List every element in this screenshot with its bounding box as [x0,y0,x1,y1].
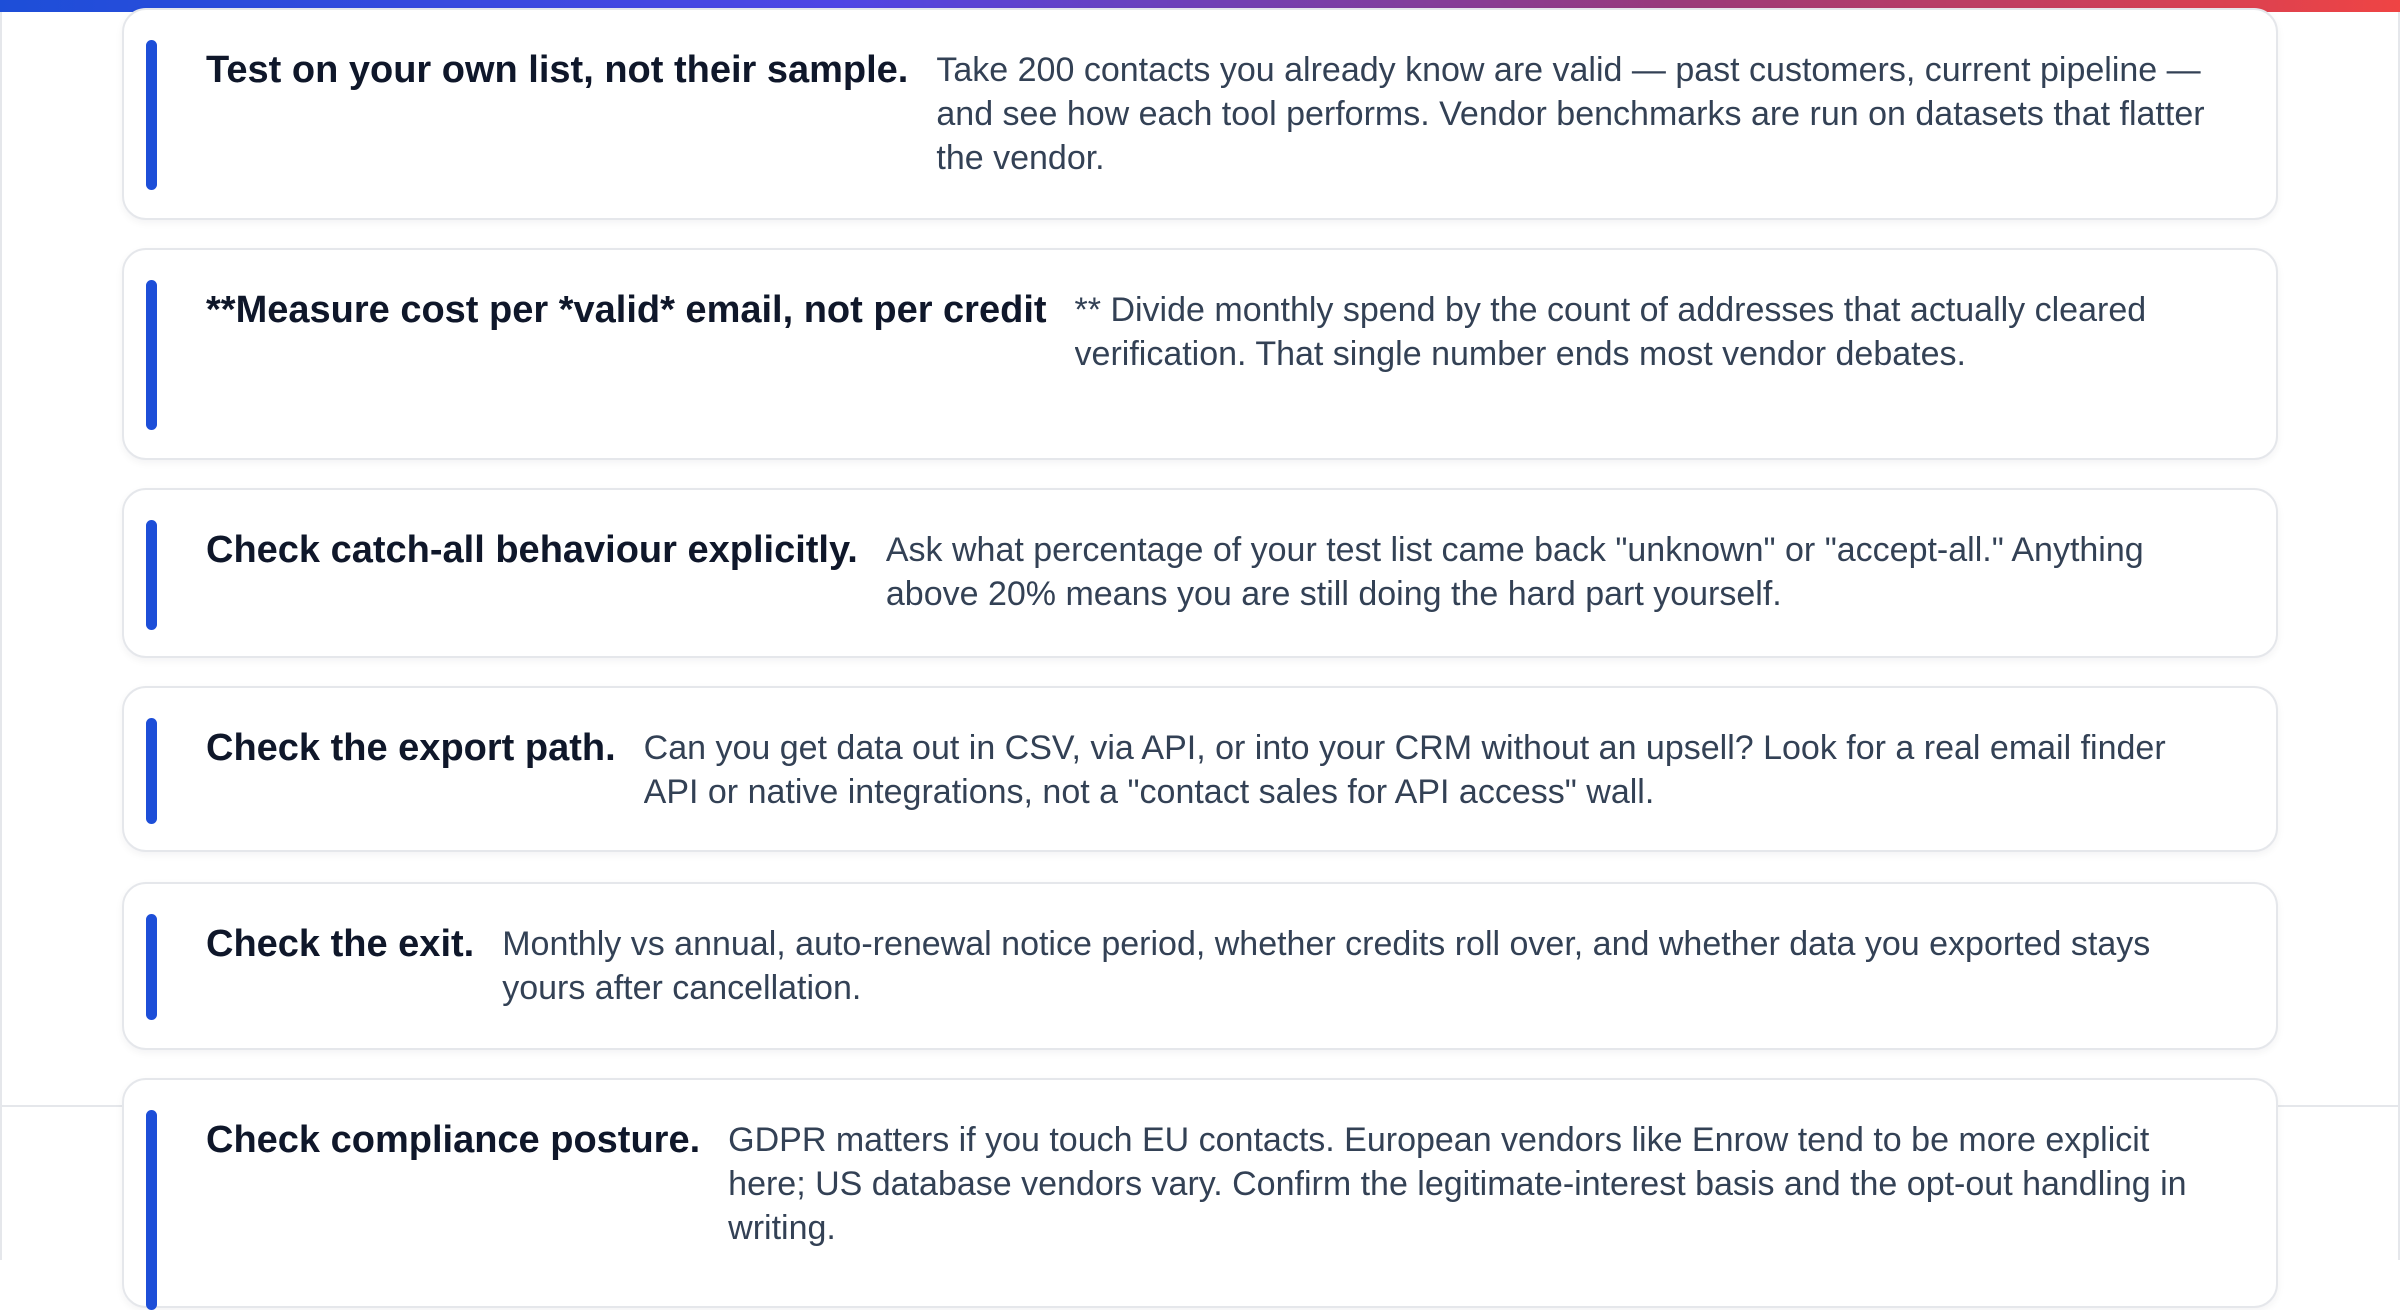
card-body: GDPR matters if you touch EU contacts. European vendors like Enrow tend to be more explicit here; US database vendors vary. Confirm the legitimate-interest basis and the opt-out handling in writing. [728,1121,2187,1247]
accent-bar [146,520,157,630]
card-content [206,726,2216,814]
accent-bar [146,40,157,190]
card-content [206,288,2216,376]
card-title: Check compliance posture. [206,1119,701,1161]
checklist-card [122,248,2278,460]
card-title: Check the exit. [206,923,475,965]
accent-bar [146,914,157,1020]
accent-bar [146,718,157,824]
frame-divider-left [0,12,2,1260]
accent-bar [146,1110,157,1310]
card-content [206,1118,2216,1250]
card-title: Check catch-all behaviour explicitly. [206,529,858,571]
accent-bar [146,280,157,430]
checklist-card [122,8,2278,220]
card-title: **Measure cost per *valid* email, not per credit [206,289,1047,331]
card-body: Monthly vs annual, auto-renewal notice period, whether credits roll over, and whether data you exported stays yours after cancellation. [502,925,2151,1007]
card-content [206,528,2216,616]
card-content [206,48,2216,180]
card-title: Check the export path. [206,727,616,769]
checklist-card [122,488,2278,658]
checklist-card [122,1078,2278,1308]
card-body: Can you get data out in CSV, via API, or into your CRM without an upsell? Look for a real email finder API or native integrations, not a "contact sales for API access" wall. [643,729,2166,811]
card-title: Test on your own list, not their sample. [206,49,909,91]
card-content [206,922,2216,1010]
checklist-card [122,686,2278,852]
card-body: ** Divide monthly spend by the count of addresses that actually cleared verification. That single number ends most vendor debates. [1074,291,2147,373]
card-body: Ask what percentage of your test list came back "unknown" or "accept-all." Anything above 20% means you are still doing the hard part yourself. [885,531,2144,613]
checklist-card [122,882,2278,1050]
card-body: Take 200 contacts you already know are valid — past customers, current pipeline — and see how each tool performs. Vendor benchmarks are run on datasets that flatter the vendor. [936,51,2205,177]
